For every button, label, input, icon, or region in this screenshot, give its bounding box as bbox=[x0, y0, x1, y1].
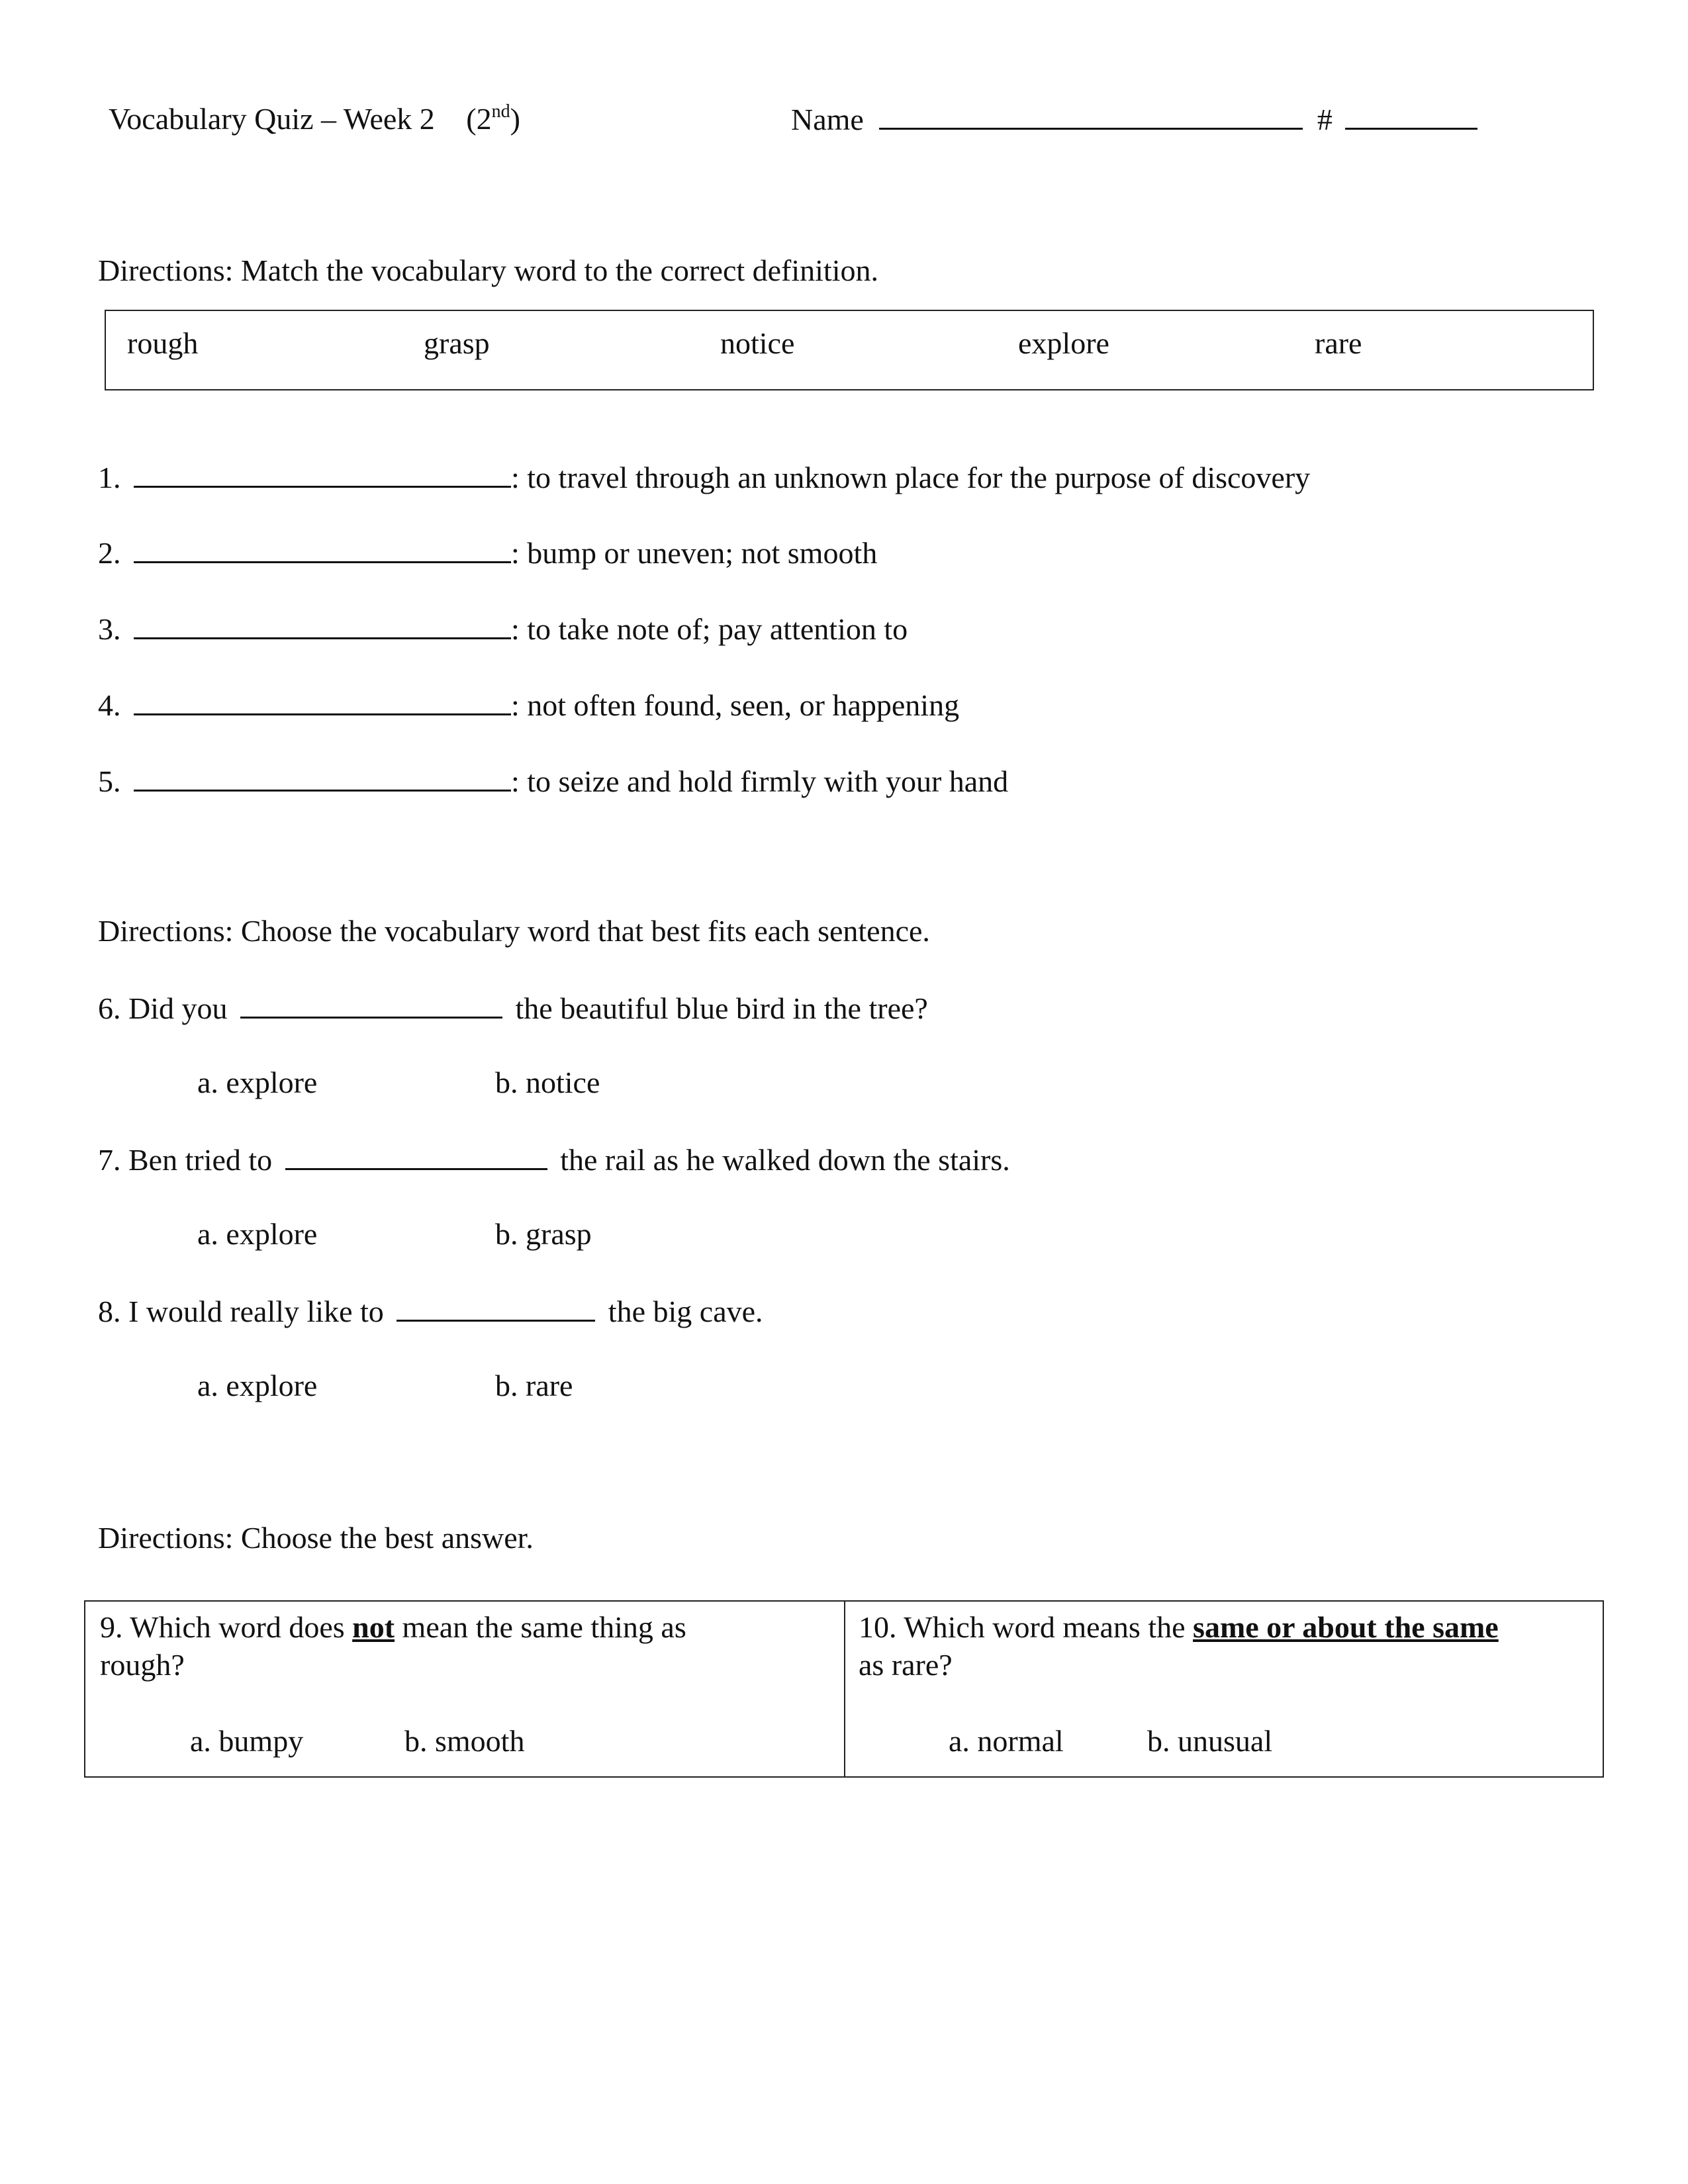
name-blank[interactable] bbox=[879, 103, 1303, 130]
question-10-cell bbox=[845, 1602, 1604, 1776]
sentence-6 bbox=[98, 991, 928, 1024]
quiz-title bbox=[109, 103, 520, 134]
option-b[interactable]: b. unusual bbox=[1147, 1724, 1273, 1758]
sentence-end: the rail as he walked down the stairs. bbox=[560, 1143, 1010, 1177]
item-definition: : not often found, seen, or happening bbox=[511, 688, 960, 722]
section3-directions: Directions: Choose the best answer. bbox=[98, 1521, 534, 1555]
question-10-text: 10. Which word means the bbox=[859, 1610, 1186, 1644]
section2-directions: Directions: Choose the vocabulary word that best fits each sentence. bbox=[98, 914, 930, 948]
title-text: Vocabulary Quiz – Week 2 bbox=[109, 102, 435, 136]
grade-close: ) bbox=[510, 102, 520, 136]
sentence-8 bbox=[98, 1295, 763, 1327]
sentence-start: 8. I would really like to bbox=[98, 1295, 384, 1328]
item-definition: : to travel through an unknown place for the purpose of discovery bbox=[511, 461, 1311, 494]
item-definition: : to take note of; pay attention to bbox=[511, 612, 908, 646]
answer-blank[interactable] bbox=[240, 991, 502, 1019]
question-9-line2: rough? bbox=[100, 1648, 185, 1682]
sentence-start: 6. Did you bbox=[98, 991, 228, 1025]
word-bank-item: notice bbox=[720, 326, 795, 360]
match-item-5 bbox=[98, 764, 1008, 797]
name-label: Name bbox=[791, 103, 864, 136]
word-bank-item: rare bbox=[1315, 326, 1362, 360]
match-item-1 bbox=[98, 461, 1310, 493]
item-definition: : bump or uneven; not smooth bbox=[511, 536, 878, 570]
match-item-3 bbox=[98, 612, 908, 645]
option-b[interactable]: b. rare bbox=[495, 1369, 573, 1402]
option-b[interactable]: b. smooth bbox=[404, 1724, 525, 1758]
grade-suffix: nd bbox=[491, 101, 510, 122]
option-a[interactable]: a. normal bbox=[949, 1724, 1064, 1758]
question-10-line1 bbox=[859, 1610, 1499, 1645]
sentence-end: the beautiful blue bird in the tree? bbox=[515, 991, 928, 1025]
number-label: # bbox=[1317, 103, 1333, 136]
question-10-emphasis: same or about the same bbox=[1193, 1610, 1499, 1644]
item-number: 3. bbox=[98, 612, 121, 646]
word-bank-item: rough bbox=[127, 326, 199, 360]
word-bank-item: explore bbox=[1018, 326, 1109, 360]
item-number: 1. bbox=[98, 461, 121, 494]
option-a[interactable]: a. explore bbox=[197, 1369, 318, 1402]
answer-blank[interactable] bbox=[134, 612, 511, 639]
option-a[interactable]: a. explore bbox=[197, 1066, 318, 1099]
item-number: 5. bbox=[98, 764, 121, 798]
section1-directions: Directions: Match the vocabulary word to the correct definition. bbox=[98, 253, 878, 287]
option-a[interactable]: a. explore bbox=[197, 1217, 318, 1251]
question-9-line1 bbox=[100, 1610, 686, 1645]
option-a[interactable]: a. bumpy bbox=[190, 1724, 304, 1758]
answer-blank[interactable] bbox=[134, 688, 511, 715]
answer-blank[interactable] bbox=[397, 1295, 595, 1322]
sentence-7 bbox=[98, 1143, 1010, 1175]
match-item-4 bbox=[98, 688, 959, 721]
word-bank-item: grasp bbox=[424, 326, 490, 360]
question-9-emphasis: not bbox=[352, 1610, 395, 1644]
item-number: 2. bbox=[98, 536, 121, 570]
name-field[interactable] bbox=[791, 103, 1477, 135]
answer-blank[interactable] bbox=[134, 461, 511, 488]
grade-number: (2 bbox=[466, 102, 492, 136]
question-9-text-cont: mean the same thing as bbox=[402, 1610, 686, 1644]
item-number: 4. bbox=[98, 688, 121, 722]
answer-blank[interactable] bbox=[134, 536, 511, 563]
answer-blank[interactable] bbox=[134, 764, 511, 792]
question-9-text: 9. Which word does bbox=[100, 1610, 345, 1644]
option-b[interactable]: b. notice bbox=[495, 1066, 600, 1099]
answer-blank[interactable] bbox=[285, 1143, 547, 1170]
number-blank[interactable] bbox=[1345, 103, 1477, 130]
sentence-end: the big cave. bbox=[608, 1295, 763, 1328]
item-definition: : to seize and hold firmly with your hand bbox=[511, 764, 1009, 798]
word-bank bbox=[105, 310, 1594, 390]
question-9-cell bbox=[85, 1602, 844, 1776]
match-item-2 bbox=[98, 536, 877, 569]
sentence-start: 7. Ben tried to bbox=[98, 1143, 273, 1177]
question-10-line2: as rare? bbox=[859, 1648, 953, 1682]
option-b[interactable]: b. grasp bbox=[495, 1217, 592, 1251]
answer-table bbox=[84, 1600, 1604, 1778]
